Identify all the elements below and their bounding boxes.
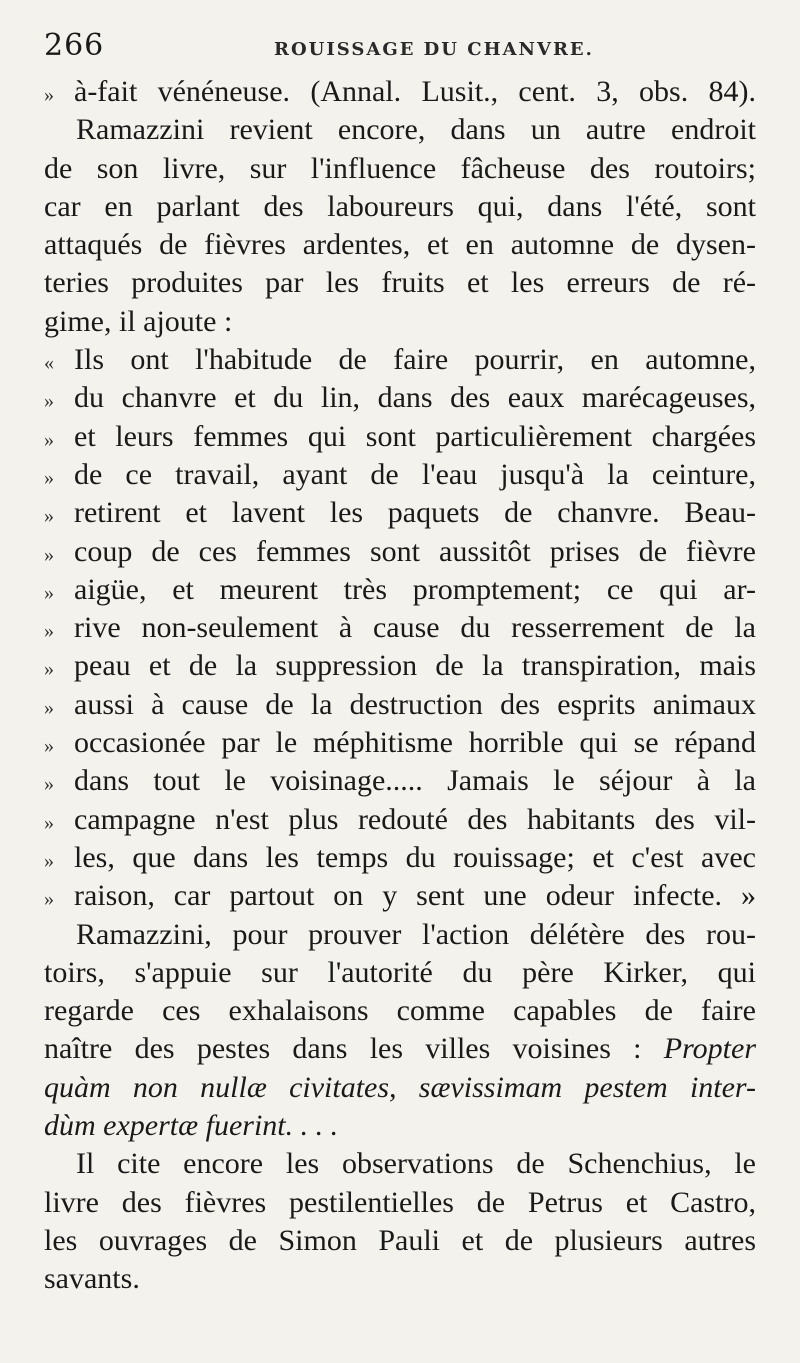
text-line xyxy=(44,877,756,915)
quote-mark: » xyxy=(44,84,54,106)
line-text: du chanvre et du lin, dans des eaux marécageuses, xyxy=(74,381,756,415)
line-text: gime, il ajoute : xyxy=(44,304,233,338)
text-line xyxy=(44,73,756,111)
line-text: les, que dans les temps du rouissage; et c'est avec xyxy=(74,840,756,874)
text-line xyxy=(44,341,756,379)
text-line xyxy=(44,647,756,685)
quote-mark: » xyxy=(44,849,54,872)
line-text: attaqués de fièvres ardentes, et en automne de dysen- xyxy=(44,228,756,262)
line-text: dùm expertæ fuerint. . . . xyxy=(44,1109,339,1143)
line-text: coup de ces femmes sont aussitôt prises de fièvre xyxy=(74,534,756,568)
page-header xyxy=(44,28,758,72)
line-text-italic: Propter xyxy=(663,1032,757,1066)
line-text: et leurs femmes qui sont particulièrement chargées xyxy=(74,419,756,453)
text-line xyxy=(44,1069,756,1107)
text-line xyxy=(44,188,756,226)
line-text: retirent et lavent les paquets de chanvre. Beau- xyxy=(74,496,756,530)
text-line xyxy=(44,303,756,341)
body-text xyxy=(44,73,758,1299)
quote-mark: » xyxy=(44,773,54,796)
text-line xyxy=(44,456,756,494)
line-text: rive non-seulement à cause du resserrement de la xyxy=(74,611,756,645)
quote-mark: » xyxy=(44,658,54,681)
text-line xyxy=(44,724,756,762)
line-text: Ramazzini, pour prouver l'action délétère des rou- xyxy=(76,917,756,951)
line-text: regarde ces exhalaisons comme capables de faire xyxy=(44,994,756,1028)
quote-mark: » xyxy=(44,428,54,451)
quote-mark: « xyxy=(44,352,54,375)
line-text: teries produites par les fruits et les erreurs de ré- xyxy=(44,266,756,300)
text-line xyxy=(44,992,756,1030)
text-line xyxy=(44,1107,756,1145)
text-line xyxy=(44,1222,756,1260)
quote-mark: » xyxy=(44,581,54,604)
line-text: aussi à cause de la destruction des esprits animaux xyxy=(74,687,756,721)
text-line xyxy=(44,379,756,417)
running-title: ROUISSAGE DU CHANVRE. xyxy=(274,39,594,60)
line-text: les ouvrages de Simon Pauli et de plusieurs autres xyxy=(44,1223,756,1257)
text-line xyxy=(44,533,756,571)
line-text: peau et de la suppression de la transpiration, mais xyxy=(74,649,756,683)
page-number: 266 xyxy=(44,28,105,63)
text-line xyxy=(44,916,756,954)
line-text: savants. xyxy=(44,1262,140,1296)
line-text: campagne n'est plus redouté des habitants des vil- xyxy=(74,802,756,836)
line-text: Ramazzini revient encore, dans un autre endroit xyxy=(76,113,756,147)
text-line xyxy=(44,609,756,647)
quote-mark: » xyxy=(44,505,54,528)
line-text: occasionée par le méphitisme horrible qui se répand xyxy=(74,726,756,760)
line-text: Ils ont l'habitude de faire pourrir, en automne, xyxy=(74,343,756,377)
text-line xyxy=(44,1184,756,1222)
text-line xyxy=(44,264,756,302)
quote-mark: » xyxy=(44,390,54,413)
quote-mark: » xyxy=(44,735,54,758)
line-text: raison, car partout on y sent une odeur infecte. » xyxy=(74,879,756,913)
text-line xyxy=(44,226,756,264)
text-line xyxy=(44,150,756,188)
text-line xyxy=(44,111,756,149)
text-line xyxy=(44,762,756,800)
text-line xyxy=(44,418,756,456)
text-line xyxy=(44,494,756,532)
quote-mark: » xyxy=(44,620,54,643)
text-line xyxy=(44,571,756,609)
line-text: car en parlant des laboureurs qui, dans l'été, sont xyxy=(44,189,756,223)
quote-mark: » xyxy=(44,543,54,566)
line-text: aigüe, et meurent très promptement; ce qui ar- xyxy=(74,572,756,606)
line-text: naître des pestes dans les villes voisines : xyxy=(44,1032,642,1066)
text-line xyxy=(44,839,756,877)
line-text: de son livre, sur l'influence fâcheuse des routoirs; xyxy=(44,151,756,185)
line-text: à-fait vénéneuse. (Annal. Lusit., cent. 3, obs. 84). xyxy=(74,75,756,108)
text-line xyxy=(44,954,756,992)
line-text: Il cite encore les observations de Schenchius, le xyxy=(76,1147,756,1181)
text-line xyxy=(44,801,756,839)
line-text: dans tout le voisinage..... Jamais le séjour à la xyxy=(74,764,756,798)
line-text: de ce travail, ayant de l'eau jusqu'à la ceinture, xyxy=(74,457,756,491)
line-text: livre des fièvres pestilentielles de Petrus et Castro, xyxy=(44,1185,756,1219)
quote-mark: » xyxy=(44,696,54,719)
line-text: quàm non nullæ civitates, sævissimam pestem inter- xyxy=(44,1070,756,1104)
line-text: toirs, s'appuie sur l'autorité du père Kirker, qui xyxy=(44,955,756,989)
text-line xyxy=(44,1145,756,1183)
text-line xyxy=(44,686,756,724)
text-line xyxy=(44,1030,756,1068)
quote-mark: » xyxy=(44,888,54,911)
text-line xyxy=(44,1260,756,1298)
quote-mark: » xyxy=(44,466,54,489)
quote-mark: » xyxy=(44,811,54,834)
